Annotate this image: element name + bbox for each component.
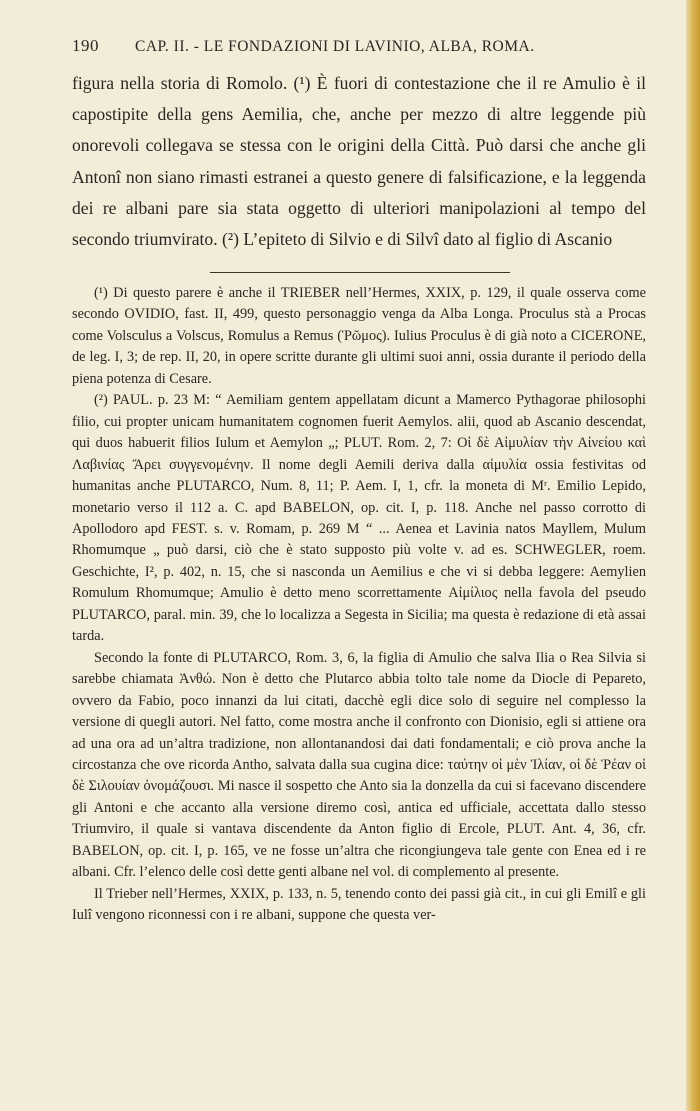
page-edge-gilt (686, 0, 700, 1111)
running-title: CAP. II. - LE FONDAZIONI DI LAVINIO, ALBA, ROMA. (135, 38, 535, 55)
footnote-paragraph: Secondo la fonte di PLUTARCO, Rom. 3, 6, la figlia di Amulio che salva Ilia o Rea Silvia si sarebbe chiamata Ἀνθώ. Non è detto che Plutarco abbia tolto tale nome da Diocle di Pepareto, ovvero da Fabio, poco innanzi da lui citati, dacchè egli dice solo di seguire nel complesso la versione di quegli autori. Nel fatto, come mostra anche il confronto con Dionisio, egli si attiene ora ad una ora ad un’altra tradizione, non allontanandosi dai dati fondamentali; e ciò prova anche la circostanza che ove ricorda Antho, salvata dalla sua cugina dice: ταύτην οἱ μὲν Ἰλίαν, οἱ δὲ Ῥέαν οἱ δὲ Σιλουίαν ὀνομάζουσι. Mi nasce il sospetto che Anto sia la donzella da cui si facevano discendere gli Antoni e che accanto alla versione diremo così, antica ed ufficiale, accettata dallo stesso Triumviro, il quale si vantava discendente da Anton figlio di Ercole, PLUT. Ant. 4, 36, cfr. BABELON, op. cit. I, p. 165, ve ne fosse un’altra che ricongiungeva tale gente con Enea ed i re albani. Cfr. l’elenco delle così dette genti albane nel vol. di complemento al presente. (72, 649, 646, 881)
footnote-2: (²) PAUL. p. 23 M: “ Aemiliam gentem appellatam dicunt a Mamerco Pythagorae philosophi filio, cui propter unicam humanitatem cognomen fuerit Aemylos. alii, quod ab Ascanio descendat, qui duos habuerit filios Iulum et Aemylon „; PLUT. Rom. 2, 7: Οἱ δὲ Αἰμυλίαν τὴν Αἰνείου καὶ Λαβινίας Ἄρει συγγενομένην. Il nome degli Aemili deriva dalla αἱμυλία ossia festivitas od humanitas anche PLUTARCO, Num. 8, 11; P. Aem. I, 1, cfr. la moneta di Mʳ. Emilio Lepido, monetario verso il 112 a. C. apd BABELON, op. cit. I, p. 118. Anche nel passo corrotto di Apollodoro apd FEST. s. v. Romam, p. 269 M “ ... Aenea et Lavinia natos Mayllem, Mulum Rhomumque „ può darsi, ciò che è stato supposto più volte v. ad es. SCHWEGLER, roem. Geschichte, I², p. 402, n. 15, che si nasconda un Aemilius e che vi si debba leggere: Aemylien Romulum Rhomumque; Amulio è detto meno scorrettamente Αἰμίλιος nella favola del pseudo PLUTARCO, paral. min. 39, che lo localizza a Segesta in Sicilia; ma questa è redazione di età assai tarda. (72, 392, 646, 645)
page-number: 190 (72, 36, 99, 55)
footnotes (72, 283, 646, 927)
main-text (72, 68, 646, 255)
footnote-separator (210, 272, 510, 273)
running-header (72, 36, 646, 56)
footnote-paragraph: Il Trieber nell’Hermes, XXIX, p. 133, n. 5, tenendo conto dei passi già cit., in cui gli Emilî e gli Iulî vengono riconnessi con i re albani, suppone che questa ver- (72, 885, 646, 924)
main-paragraph: figura nella storia di Romolo. (¹) È fuori di contestazione che il re Amulio è il capostipite della gens Aemilia, che, anche per mezzo di altre leggende più onorevoli collegava se stessa con le origini della Città. Può darsi che anche gli Antonî non siano rimasti estranei a questo genere di falsificazione, e la leggenda dei re albani pare sia stata oggetto di ulteriori manipolazioni al tempo del secondo triumvirato. (²) L’epiteto di Silvio e di Silvî dato al figlio di Ascanio (72, 73, 646, 250)
footnote-1: (¹) Di questo parere è anche il TRIEBER nell’Hermes, XXIX, p. 129, il quale osserva come secondo OVIDIO, fast. II, 499, questo personaggio venga da Alba Longa. Proculus stà a Procas come Volsculus a Volscus, Romulus a Remus (Ῥῶμος). Iulius Proculus è di già noto a CICERONE, de leg. I, 3; de rep. II, 20, in opere scritte durante gli ultimi suoi anni, ossia durante il periodo della piena potenza di Cesare. (72, 285, 646, 387)
